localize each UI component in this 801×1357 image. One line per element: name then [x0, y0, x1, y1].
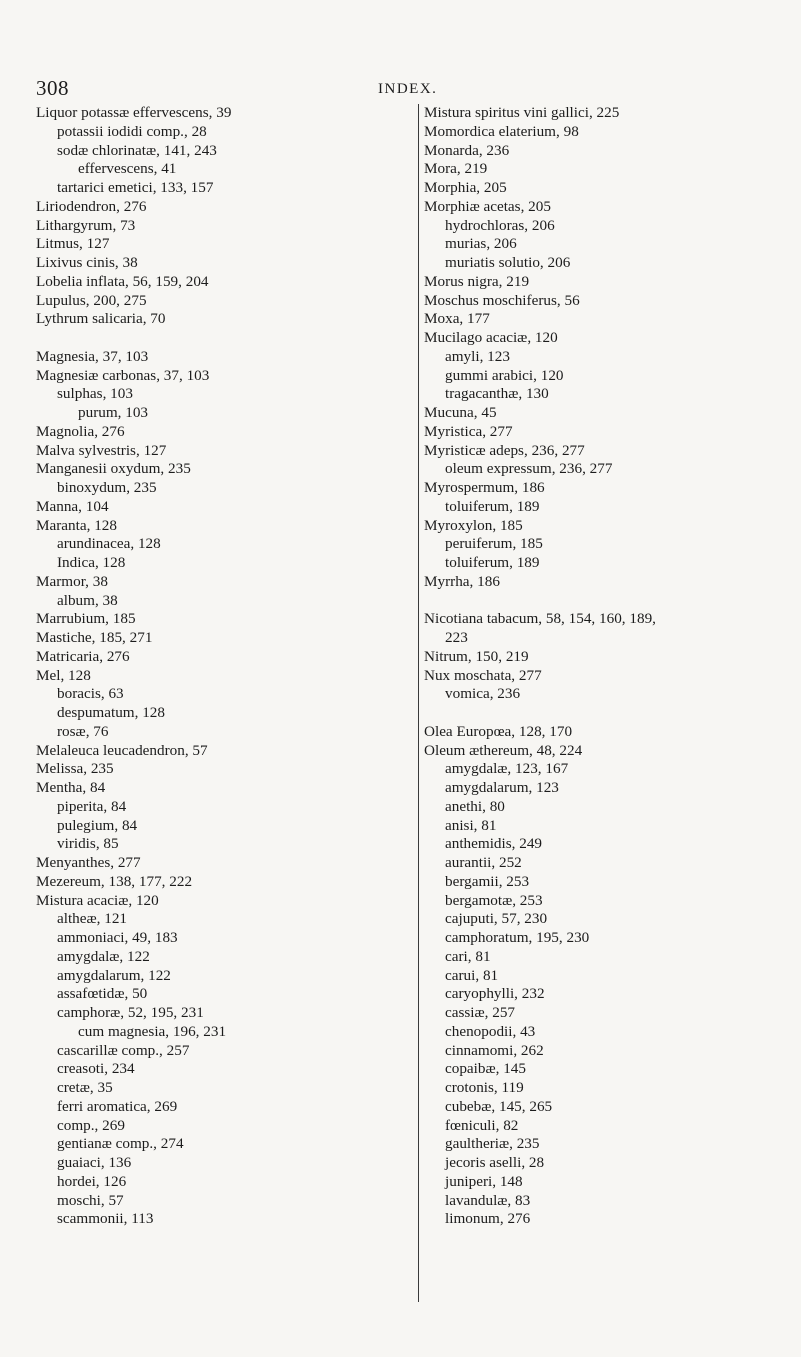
index-subentry: muriatis solutio, 206	[445, 254, 571, 271]
index-subentry: fœniculi, 82	[445, 1116, 519, 1134]
index-entry: Mucuna, 45	[424, 404, 497, 421]
index-subentry: camphoratum, 195, 230	[445, 929, 590, 946]
index-entry: Marmor, 38	[36, 572, 108, 590]
index-subentry: cari, 81	[445, 947, 491, 965]
index-subentry: caryophylli, 232	[445, 985, 545, 1003]
index-subentry: copaibæ, 145	[445, 1060, 526, 1078]
index-entry: Myroxylon, 185	[424, 516, 523, 534]
index-subentry: sodæ chlorinatæ, 141, 243	[57, 141, 217, 159]
index-entry: Olea Europœa, 128, 170	[424, 722, 573, 740]
index-entry: Myristicæ adeps, 236, 277	[424, 441, 585, 459]
index-subentry: arundinacea, 128	[57, 535, 161, 553]
index-subentry: cinnamomi, 262	[445, 1041, 544, 1059]
index-subentry: amygdalarum, 122	[57, 966, 171, 984]
index-entry: Oleum æthereum, 48, 224	[424, 741, 583, 759]
index-entry: Melissa, 235	[36, 760, 114, 778]
index-subentry: cajuputi, 57, 230	[445, 910, 548, 928]
index-subentry: altheæ, 121	[57, 910, 128, 928]
index-column-right	[424, 104, 794, 1229]
index-entry: Maranta, 128	[36, 516, 117, 534]
index-subentry: purum, 103	[78, 404, 149, 421]
index-subentry: Indica, 128	[57, 554, 126, 571]
index-entry: Melaleuca leucadendron, 57	[36, 741, 208, 759]
index-subentry: limonum, 276	[445, 1210, 531, 1228]
index-subentry: anethi, 80	[445, 797, 505, 815]
index-subentry: boracis, 63	[57, 685, 124, 703]
index-entry: Myristica, 277	[424, 422, 513, 440]
index-subentry: gummi arabici, 120	[445, 366, 564, 384]
index-entry: Magnolia, 276	[36, 422, 125, 440]
column-divider	[418, 104, 419, 1302]
index-entry: Marrubium, 185	[36, 610, 136, 628]
index-subentry: cubebæ, 145, 265	[445, 1097, 553, 1115]
index-subentry: viridis, 85	[57, 835, 119, 853]
index-subentry: comp., 269	[57, 1116, 125, 1134]
index-entry: Liquor potassæ effervescens, 39	[36, 104, 232, 121]
index-subentry: gentianæ comp., 274	[57, 1135, 184, 1153]
index-subentry: murias, 206	[445, 235, 517, 253]
index-subentry: hydrochloras, 206	[445, 216, 555, 234]
index-subentry: amyli, 123	[445, 347, 510, 365]
page-number: 308	[36, 76, 69, 100]
index-subentry: anthemidis, 249	[445, 835, 543, 853]
index-subentry: camphoræ, 52, 195, 231	[57, 1004, 204, 1021]
index-subentry: jecoris aselli, 28	[445, 1154, 545, 1171]
index-entry: Malva sylvestris, 127	[36, 441, 167, 459]
index-entry: Nicotiana tabacum, 58, 154, 160, 189,	[424, 610, 656, 628]
index-subentry: juniperi, 148	[445, 1172, 523, 1190]
index-subentry: despumatum, 128	[57, 704, 165, 721]
index-subentry: ammoniaci, 49, 183	[57, 929, 178, 946]
index-subentry: cassiæ, 257	[445, 1004, 516, 1021]
index-entry: Matricaria, 276	[36, 647, 130, 665]
index-subentry: 223	[445, 629, 468, 646]
index-subentry: toluiferum, 189	[445, 554, 540, 571]
index-subentry: amygdalæ, 122	[57, 947, 150, 965]
index-entry: Myrospermum, 186	[424, 479, 545, 496]
index-subentry: chenopodii, 43	[445, 1022, 536, 1040]
index-subentry: guaiaci, 136	[57, 1154, 132, 1171]
index-entry: Magnesia, 37, 103	[36, 347, 149, 365]
index-entry: Lythrum salicaria, 70	[36, 310, 166, 328]
index-entry: Magnesiæ carbonas, 37, 103	[36, 366, 210, 384]
index-entry: Mezereum, 138, 177, 222	[36, 872, 193, 890]
index-entry: Manganesii oxydum, 235	[36, 460, 191, 478]
index-entry: Nux moschata, 277	[424, 666, 542, 684]
index-subentry: piperita, 84	[57, 797, 127, 815]
index-subentry: sulphas, 103	[57, 385, 133, 403]
index-subentry: album, 38	[57, 591, 118, 609]
index-subentry: toluiferum, 189	[445, 497, 540, 515]
index-subentry: scammonii, 113	[57, 1210, 154, 1228]
index-subentry: hordei, 126	[57, 1172, 127, 1190]
index-entry: Mistura acaciæ, 120	[36, 891, 159, 909]
index-subentry: tartarici emetici, 133, 157	[57, 179, 214, 196]
index-subentry: cum magnesia, 196, 231	[78, 1022, 227, 1040]
index-entry: Morus nigra, 219	[424, 272, 530, 290]
index-subentry: potassii iodidi comp., 28	[57, 122, 207, 140]
index-entry: Monarda, 236	[424, 141, 510, 159]
index-subentry: anisi, 81	[445, 816, 497, 834]
index-subentry: pulegium, 84	[57, 816, 138, 834]
index-entry: Morphiæ acetas, 205	[424, 197, 551, 215]
index-subentry: binoxydum, 235	[57, 479, 157, 496]
index-entry: Moxa, 177	[424, 310, 490, 328]
index-subentry: ferri aromatica, 269	[57, 1097, 178, 1115]
index-entry: Mel, 128	[36, 666, 91, 684]
index-column-left	[36, 104, 408, 1229]
index-entry: Nitrum, 150, 219	[424, 647, 529, 665]
index-entry: Lobelia inflata, 56, 159, 204	[36, 272, 209, 290]
index-entry: Mistura spiritus vini gallici, 225	[424, 104, 620, 121]
section-gap	[424, 592, 794, 611]
index-entry: Mentha, 84	[36, 779, 106, 796]
index-subentry: bergamii, 253	[445, 872, 530, 890]
section-gap	[424, 704, 794, 723]
index-subentry: aurantii, 252	[445, 854, 522, 871]
index-subentry: effervescens, 41	[78, 160, 177, 178]
index-entry: Mora, 219	[424, 160, 488, 178]
index-entry: Lupulus, 200, 275	[36, 291, 147, 309]
index-entry: Momordica elaterium, 98	[424, 122, 579, 140]
index-subentry: bergamotæ, 253	[445, 891, 543, 909]
index-subentry: vomica, 236	[445, 685, 521, 703]
index-entry: Lixivus cinis, 38	[36, 254, 138, 271]
index-subentry: oleum expressum, 236, 277	[445, 460, 613, 478]
index-entry: Morphia, 205	[424, 179, 507, 196]
running-head: INDEX.	[378, 81, 438, 97]
index-subentry: creasoti, 234	[57, 1060, 135, 1078]
index-entry: Litmus, 127	[36, 235, 110, 253]
index-entry: Moschus moschiferus, 56	[424, 291, 580, 309]
index-subentry: amygdalæ, 123, 167	[445, 760, 569, 778]
index-subentry: carui, 81	[445, 966, 499, 984]
index-subentry: assafœtidæ, 50	[57, 985, 148, 1003]
index-entry: Menyanthes, 277	[36, 854, 141, 871]
index-subentry: cretæ, 35	[57, 1079, 113, 1096]
index-subentry: peruiferum, 185	[445, 535, 543, 553]
section-gap	[36, 329, 408, 348]
index-entry: Liriodendron, 276	[36, 197, 147, 215]
index-entry: Lithargyrum, 73	[36, 216, 136, 234]
index-subentry: amygdalarum, 123	[445, 779, 559, 796]
index-subentry: rosæ, 76	[57, 722, 109, 740]
index-subentry: gaultheriæ, 235	[445, 1135, 540, 1153]
index-entry: Manna, 104	[36, 497, 109, 515]
index-subentry: lavandulæ, 83	[445, 1191, 531, 1209]
index-subentry: tragacanthæ, 130	[445, 385, 549, 403]
index-entry: Mastiche, 185, 271	[36, 629, 153, 646]
index-subentry: cascarillæ comp., 257	[57, 1041, 190, 1059]
index-subentry: crotonis, 119	[445, 1079, 524, 1096]
index-entry: Myrrha, 186	[424, 572, 500, 590]
index-entry: Mucilago acaciæ, 120	[424, 329, 558, 346]
index-subentry: moschi, 57	[57, 1191, 124, 1209]
